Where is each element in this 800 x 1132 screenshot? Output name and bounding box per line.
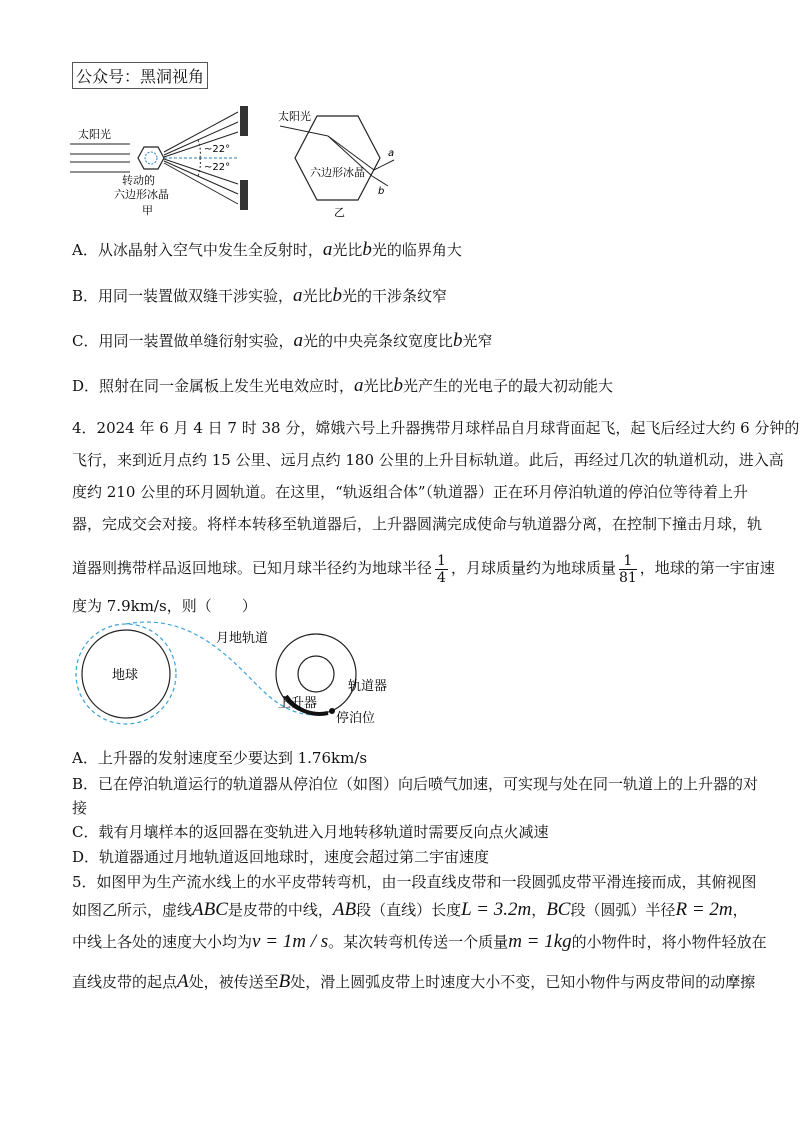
fraction-mass: $\frac{1}{81}$: [618, 552, 637, 586]
watermark: 公众号：黑洞视角: [72, 62, 208, 89]
ray-a-label: a: [388, 148, 395, 159]
parking-label: 停泊位: [336, 711, 376, 726]
figure-ice-crystal-rays: [272, 104, 412, 220]
incoming-rays: [70, 144, 130, 172]
q4-line-3: 度约 210 公里的环月圆轨道。在这里，“轨返组合体”（轨道器）正在环月停泊轨道的停泊位等待着上升: [72, 483, 749, 501]
q5-line-3: 中线上各处的速度大小均为v = 1m / s。某次转弯机传送一个质量m = 1kg的小物件时，将小物件轻放在: [72, 931, 767, 952]
parking-point: [329, 708, 335, 714]
hexagon-crystal: [295, 116, 380, 200]
incident-ray: [280, 126, 328, 136]
q5-line-2: 如图乙所示，虚线ABC是皮带的中线，AB段（直线）长度L = 3.2m，BC段（圆弧）半径R = 2m，: [72, 899, 748, 920]
q3-option-b: B．用同一装置做双缝干涉实验，a光比b光的干涉条纹窄: [72, 285, 448, 306]
q3-option-d: D．照射在同一金属板上发生光电效应时，a光比b光产生的光电子的最大初动能大: [72, 375, 614, 396]
q4-line-5: 道器则携带样品返回地球。已知月球半径约为地球半径 $\frac{1}{4}$ ，月球质量约为地球质量 $\frac{1}{81}$ ，地球的第一宇宙速: [72, 552, 775, 586]
rotation-arrow: [145, 152, 157, 164]
caption-yi: 乙: [334, 206, 345, 219]
q4-line-2: 飞行，来到近月点约 15 公里、远月点约 180 公里的上升目标轨道。此后，再经过几次的轨道机动，进入高: [72, 451, 784, 469]
caption-jia: 甲: [142, 204, 153, 217]
angle-bottom-label: ~22°: [204, 162, 231, 173]
ascender-label: 上升器: [278, 696, 318, 711]
q5-line-1: 5．如图甲为生产流水线上的水平皮带转弯机，由一段直线皮带和一段圆弧皮带平滑连接而成，其俯视图: [72, 873, 757, 891]
q4-option-b-line-1: B．已在停泊轨道运行的轨道器从停泊位（如图）向后喷气加速，可实现与处在同一轨道上的上升器的对: [72, 775, 759, 793]
fraction-radius: $\frac{1}{4}$: [437, 552, 446, 586]
crystal-label-1: 转动的: [122, 174, 155, 187]
q4-line-4: 器，完成交会对接。将样本转移至轨道器后，上升器圆满完成使命与轨道器分离，在控制下撞击月球，轨: [72, 515, 763, 533]
figure-moon-earth-orbit: [70, 618, 430, 738]
transfer-label: 月地轨道: [216, 631, 269, 646]
angle-top-label: ~22°: [204, 144, 231, 155]
q4-line-1: 4．2024 年 6 月 4 日 7 时 38 分，嫦娥六号上升器携带月球样品自月球背面起飞，起飞后经过大约 6 分钟的: [72, 419, 800, 437]
hexagon-crystal: [138, 147, 164, 169]
earth-label: 地球: [112, 668, 139, 683]
q4-option-a: A．上升器的发射速度至少要达到 1.76km/s: [72, 749, 368, 767]
ray-b-label: b: [378, 186, 385, 197]
q4-option-d: D．轨道器通过月地轨道返回地球时，速度会超过第二宇宙速度: [72, 848, 490, 866]
crystal-label: 六边形冰晶: [310, 166, 365, 179]
screen-bottom: [240, 180, 248, 210]
screen-top: [240, 106, 248, 136]
moon-circle: [298, 656, 334, 692]
sunlight-label: 太阳光: [278, 110, 311, 123]
ray-b: [372, 176, 388, 186]
q4-option-b-line-2: 接: [72, 799, 88, 817]
q4-option-c: C．载有月壤样本的返回器在变轨进入月地转移轨道时需要反向点火减速: [72, 823, 549, 841]
figure-ice-crystal-rotating: [68, 100, 268, 220]
crystal-label-2: 六边形冰晶: [114, 188, 169, 201]
q5-line-4: 直线皮带的起点A处，被传送至B处，滑上圆弧皮带上时速度大小不变，已知小物件与两皮带间的动摩擦: [72, 971, 756, 992]
orbiter-label: 轨道器: [348, 679, 388, 694]
q3-option-a: A．从冰晶射入空气中发生全反射时，a光比b光的临界角大: [72, 239, 462, 260]
sunlight-label: 太阳光: [78, 128, 111, 141]
q4-line-6: 度为 7.9km/s，则（ ）: [72, 597, 257, 615]
q3-option-c: C．用同一装置做单缝衍射实验，a光的中央亮条纹宽度比b光窄: [72, 330, 493, 351]
